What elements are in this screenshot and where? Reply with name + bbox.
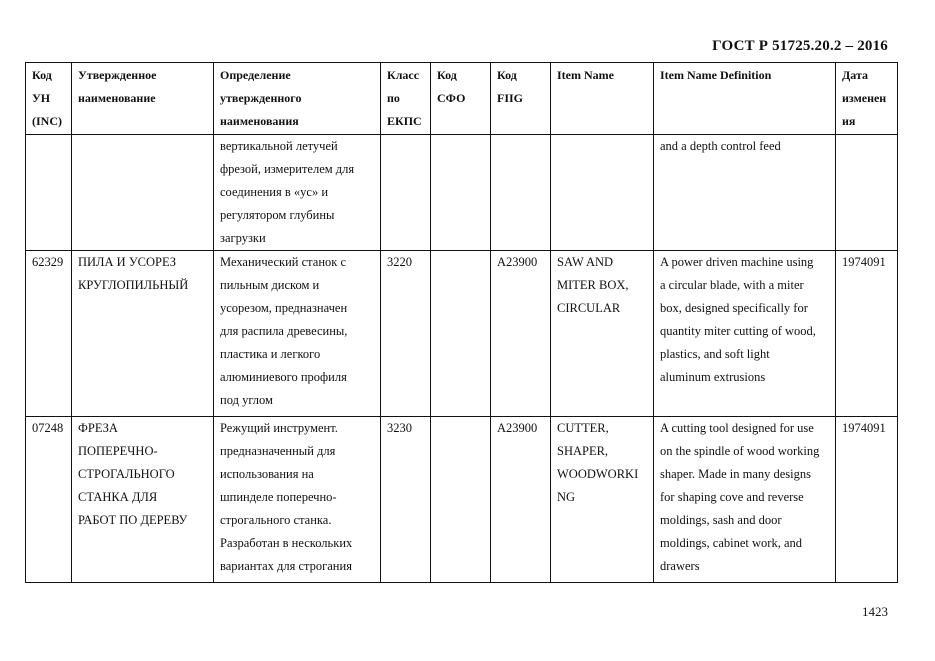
approved-name-cell — [72, 251, 214, 417]
table-body — [26, 135, 898, 583]
cell-value: 1974091 — [842, 255, 886, 269]
header-line: утвержденного — [220, 91, 302, 105]
cell-line: 62329 — [32, 255, 64, 269]
cell-line: drawers — [660, 559, 700, 573]
header-definition — [214, 63, 381, 135]
cell-line: СТАНКА ДЛЯ — [78, 490, 158, 504]
cell-line: соединения в «ус» и — [220, 185, 329, 199]
cell-line: box, designed specifically for — [660, 301, 808, 315]
table-row — [26, 251, 898, 417]
header-line: Item Name Definition — [660, 68, 772, 82]
definition-cell — [214, 135, 381, 251]
page-number: 1423 — [862, 604, 888, 619]
item-name-cell — [551, 417, 654, 583]
cell-line: A cutting tool designed for use — [660, 421, 814, 435]
change-date-cell — [836, 135, 898, 251]
header-line: ия — [842, 114, 856, 128]
document-standard-header: ГОСТ Р 51725.20.2 – 2016 — [712, 38, 888, 54]
item-name-definition-cell — [654, 135, 836, 251]
cell-line: Режущий инструмент. — [220, 421, 338, 435]
cell-line: для распила древесины, — [220, 324, 348, 338]
fiig-code-cell — [491, 417, 551, 583]
cell-value: 1974091 — [842, 421, 886, 435]
fiig-code-cell — [491, 135, 551, 251]
header-line: Код — [32, 68, 52, 82]
header-line: наименования — [220, 114, 299, 128]
header-inc — [26, 63, 72, 135]
fiig-code-cell — [491, 251, 551, 417]
cell-line: вариантах для строгания — [220, 559, 352, 573]
cell-line: quantity miter cutting of wood, — [660, 324, 816, 338]
inc-cell — [26, 135, 72, 251]
cell-line: использования на — [220, 467, 314, 481]
sfo-code-cell — [431, 251, 491, 417]
header-ekps-class — [381, 63, 431, 135]
header-line: ЕКПС — [387, 114, 422, 128]
sfo-code-cell — [431, 135, 491, 251]
cell-line: on the spindle of wood working — [660, 444, 820, 458]
header-sfo-code — [431, 63, 491, 135]
cell-line: ПОПЕРЕЧНО- — [78, 444, 158, 458]
cell-line: CUTTER, — [557, 421, 609, 435]
cell-line: WOODWORKI — [557, 467, 639, 481]
cell-line: SAW AND — [557, 255, 614, 269]
cell-line: aluminum extrusions — [660, 370, 766, 384]
item-name-definition-cell — [654, 251, 836, 417]
header-line: СФО — [437, 91, 466, 105]
ekps-class-cell — [381, 251, 431, 417]
header-line: Код — [497, 68, 517, 82]
header-change-date — [836, 63, 898, 135]
catalog-table — [25, 62, 898, 583]
cell-line: РАБОТ ПО ДЕРЕВУ — [78, 513, 188, 527]
change-date-cell — [836, 251, 898, 417]
cell-line: A power driven machine using — [660, 255, 814, 269]
cell-line: предназначенный для — [220, 444, 336, 458]
definition-cell — [214, 251, 381, 417]
cell-line: СТРОГАЛЬНОГО — [78, 467, 175, 481]
ekps-class-cell — [381, 417, 431, 583]
header-line: по — [387, 91, 400, 105]
cell-line: строгального станка. — [220, 513, 332, 527]
header-line: Item Name — [557, 68, 614, 82]
item-name-definition-cell — [654, 417, 836, 583]
cell-line: под углом — [220, 393, 273, 407]
cell-line: регулятором глубины — [220, 208, 335, 222]
approved-name-cell — [72, 135, 214, 251]
cell-line: 07248 — [32, 421, 64, 435]
cell-line: for shaping cove and reverse — [660, 490, 804, 504]
header-line: Дата — [842, 68, 868, 82]
header-line: Утвержденное — [78, 68, 157, 82]
cell-value: A23900 — [497, 255, 538, 269]
cell-line: and a depth control feed — [660, 139, 781, 153]
sfo-code-cell — [431, 417, 491, 583]
cell-line: ФРЕЗА — [78, 421, 118, 435]
cell-line: ПИЛА И УСОРЕЗ — [78, 255, 177, 269]
cell-line: вертикальной летучей — [220, 139, 338, 153]
header-item-name-definition — [654, 63, 836, 135]
item-name-cell — [551, 251, 654, 417]
cell-line: пильным диском и — [220, 278, 320, 292]
cell-line: SHAPER, — [557, 444, 609, 458]
cell-line: CIRCULAR — [557, 301, 621, 315]
cell-value: 3230 — [387, 421, 412, 435]
cell-line: шпинделе поперечно- — [220, 490, 337, 504]
item-name-cell — [551, 135, 654, 251]
cell-line: MITER BOX, — [557, 278, 629, 292]
header-line: изменен — [842, 91, 887, 105]
cell-line: plastics, and soft light — [660, 347, 770, 361]
header-line: наименование — [78, 91, 156, 105]
cell-line: shaper. Made in many designs — [660, 467, 812, 481]
cell-line: moldings, sash and door — [660, 513, 782, 527]
cell-line: moldings, cabinet work, and — [660, 536, 802, 550]
cell-line: алюминиевого профиля — [220, 370, 347, 384]
header-line: FIIG — [497, 91, 524, 105]
header-line: Определение — [220, 68, 291, 82]
cell-line: КРУГЛОПИЛЬНЫЙ — [78, 278, 189, 292]
cell-line: a circular blade, with a miter — [660, 278, 804, 292]
header-fiig-code — [491, 63, 551, 135]
cell-line: Механический станок с — [220, 255, 347, 269]
definition-cell — [214, 417, 381, 583]
cell-line: усорезом, предназначен — [220, 301, 348, 315]
cell-line: загрузки — [220, 231, 266, 245]
cell-line: NG — [557, 490, 576, 504]
header-line: Класс — [387, 68, 420, 82]
inc-cell — [26, 417, 72, 583]
header-approved-name — [72, 63, 214, 135]
header-line: УН — [32, 91, 51, 105]
cell-line: фрезой, измерителем для — [220, 162, 355, 176]
table-row — [26, 135, 898, 251]
inc-cell — [26, 251, 72, 417]
header-line: Код — [437, 68, 457, 82]
header-line: (INC) — [32, 114, 62, 128]
change-date-cell — [836, 417, 898, 583]
approved-name-cell — [72, 417, 214, 583]
table-row — [26, 417, 898, 583]
header-item-name — [551, 63, 654, 135]
cell-line: Разработан в нескольких — [220, 536, 353, 550]
cell-value: 3220 — [387, 255, 412, 269]
table-header-row — [26, 63, 898, 135]
cell-line: пластика и легкого — [220, 347, 321, 361]
ekps-class-cell — [381, 135, 431, 251]
cell-value: A23900 — [497, 421, 538, 435]
